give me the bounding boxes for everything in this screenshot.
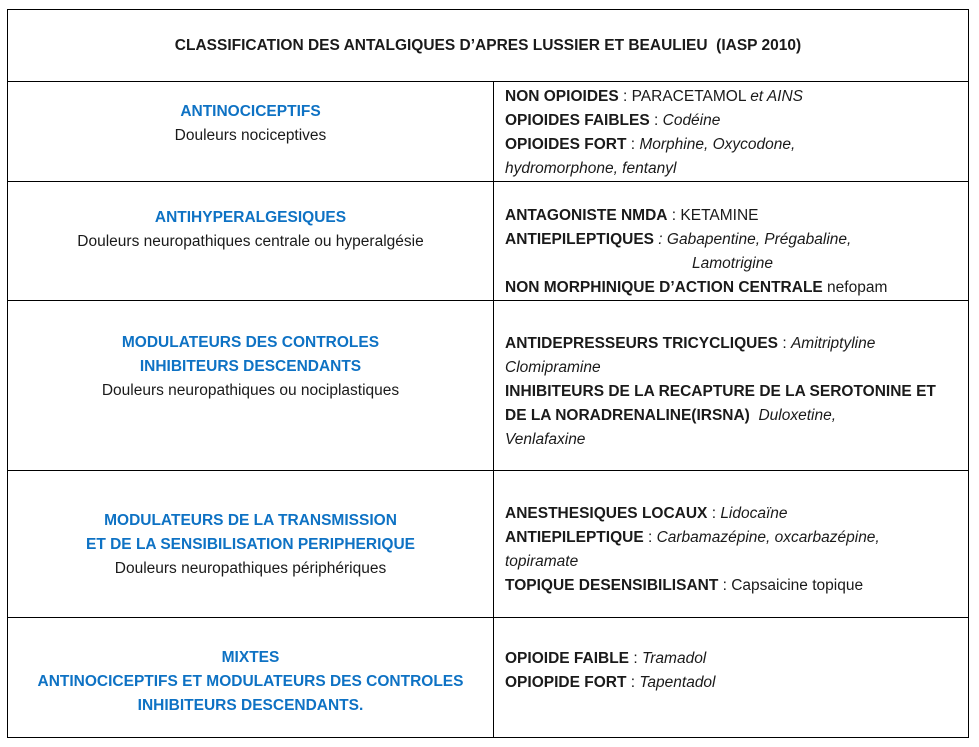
drug-text-segment: Venlafaxine <box>505 431 586 448</box>
drug-text-segment: : <box>626 674 640 691</box>
drug-line <box>505 109 960 133</box>
drug-text-segment: TOPIQUE DESENSIBILISANT <box>505 577 719 594</box>
category-heading-line: ANTINOCICEPTIFS ET MODULATEURS DES CONTROLES <box>37 673 464 690</box>
drug-text-segment: hydromorphone, fentanyl <box>505 160 677 177</box>
drug-line <box>505 671 960 695</box>
drug-line <box>505 574 960 598</box>
drug-text-segment: ANTIEPILEPTIQUE <box>505 529 644 546</box>
drug-line <box>505 380 960 404</box>
drug-text-segment: NON OPIOIDES <box>505 88 619 105</box>
drugs-cell <box>494 471 969 618</box>
category-heading-line: ANTIHYPERALGESIQUES <box>154 209 347 226</box>
category-cell <box>8 301 494 471</box>
drugs-cell <box>494 82 969 182</box>
category-subtitle-line: Douleurs neuropathiques centrale ou hyperalgésie <box>77 233 424 250</box>
drug-text-segment: nefopam <box>822 279 888 296</box>
drug-text-segment: Tramadol <box>641 650 707 667</box>
drug-text-segment: OPIOPIDE FORT <box>505 674 627 691</box>
drug-line <box>505 133 960 157</box>
drug-line <box>505 85 960 109</box>
category-heading-line: MODULATEURS DE LA TRANSMISSION <box>104 512 397 529</box>
drug-text-segment: ANTIDEPRESSEURS TRICYCLIQUES <box>505 335 779 352</box>
drug-text-segment: INHIBITEURS DE LA RECAPTURE DE LA SEROTONINE ET <box>505 383 936 400</box>
drug-text-segment: ANTIEPILEPTIQUES <box>505 231 654 248</box>
drug-text-segment: Carbamazépine, oxcarbazépine, <box>656 529 880 546</box>
drug-text-segment: DE LA NORADRENALINE(IRSNA) <box>505 407 750 424</box>
drug-text-segment: Clomipramine <box>505 359 601 376</box>
table-row <box>8 471 969 618</box>
drug-text-segment: OPIOIDES FORT <box>505 136 627 153</box>
category-subtitle-line: Douleurs neuropathiques périphériques <box>114 560 387 577</box>
category-heading-line: ET DE LA SENSIBILISATION PERIPHERIQUE <box>86 536 415 553</box>
drug-text-segment: Lidocaïne <box>720 505 788 522</box>
category-heading-line: ANTINOCICEPTIFS <box>180 103 321 120</box>
drug-text-segment: ANTAGONISTE NMDA <box>505 207 668 224</box>
category-cell <box>8 182 494 301</box>
drug-text-segment: : <box>626 136 640 153</box>
drug-line <box>505 647 960 671</box>
drug-line <box>505 502 960 526</box>
category-cell <box>8 618 494 738</box>
drug-text-segment: : <box>649 112 663 129</box>
category-cell <box>8 82 494 182</box>
drug-text-segment: OPIOIDE FAIBLE <box>505 650 630 667</box>
drug-line <box>505 550 960 574</box>
drug-line <box>505 157 960 181</box>
category-heading-line: INHIBITEURS DESCENDANTS <box>139 358 362 375</box>
drug-line <box>505 332 960 356</box>
drug-text-segment: Tapentadol <box>639 674 716 691</box>
drug-text-segment: Duloxetine, <box>758 407 837 424</box>
drug-text-segment: Amitriptyline <box>790 335 876 352</box>
table-row <box>8 182 969 301</box>
drug-text-segment: Codéine <box>662 112 721 129</box>
table-title-row <box>8 10 969 82</box>
category-cell <box>8 471 494 618</box>
category-heading-line: INHIBITEURS DESCENDANTS. <box>137 697 364 714</box>
drug-text-segment: topiramate <box>505 553 579 570</box>
drug-text-segment: Lamotrigine <box>692 255 773 272</box>
drug-line <box>505 404 960 428</box>
classification-table <box>7 9 969 738</box>
drug-line <box>505 204 960 228</box>
drug-line <box>505 276 960 300</box>
drug-text-segment: Morphine, Oxycodone, <box>639 136 796 153</box>
drug-text-segment: : <box>629 650 642 667</box>
drug-text-segment: NON MORPHINIQUE D’ACTION CENTRALE <box>505 279 823 296</box>
drug-line <box>505 228 960 252</box>
drug-text-segment: : Gabapentine, Prégabaline, <box>654 231 852 248</box>
drug-line <box>505 526 960 550</box>
category-subtitle-line: Douleurs neuropathiques ou nociplastiques <box>101 382 400 399</box>
category-heading-line: MIXTES <box>221 649 280 666</box>
drug-line <box>505 252 960 276</box>
drug-text-segment: ANESTHESIQUES LOCAUX <box>505 505 708 522</box>
drugs-cell <box>494 301 969 471</box>
drug-text-segment: : PARACETAMOL <box>618 88 751 105</box>
category-subtitle-line: Douleurs nociceptives <box>174 127 327 144</box>
drug-text-segment: OPIOIDES FAIBLES <box>505 112 650 129</box>
drug-line <box>505 356 960 380</box>
table-row <box>8 82 969 182</box>
drug-text-segment: : KETAMINE <box>667 207 759 224</box>
drug-text-segment: et AINS <box>750 88 804 105</box>
drug-text-segment: : <box>778 335 791 352</box>
classification-table-body <box>8 82 969 738</box>
table-row <box>8 618 969 738</box>
drug-text-segment: : <box>643 529 657 546</box>
category-heading-line: MODULATEURS DES CONTROLES <box>121 334 380 351</box>
drug-text-segment: : <box>707 505 721 522</box>
drug-text-segment: : Capsaicine topique <box>718 577 864 594</box>
table-title: CLASSIFICATION DES ANTALGIQUES D’APRES LUSSIER ET BEAULIEU (IASP 2010) <box>8 10 969 82</box>
table-row <box>8 301 969 471</box>
drug-line <box>505 428 960 452</box>
drugs-cell <box>494 618 969 738</box>
drugs-cell <box>494 182 969 301</box>
